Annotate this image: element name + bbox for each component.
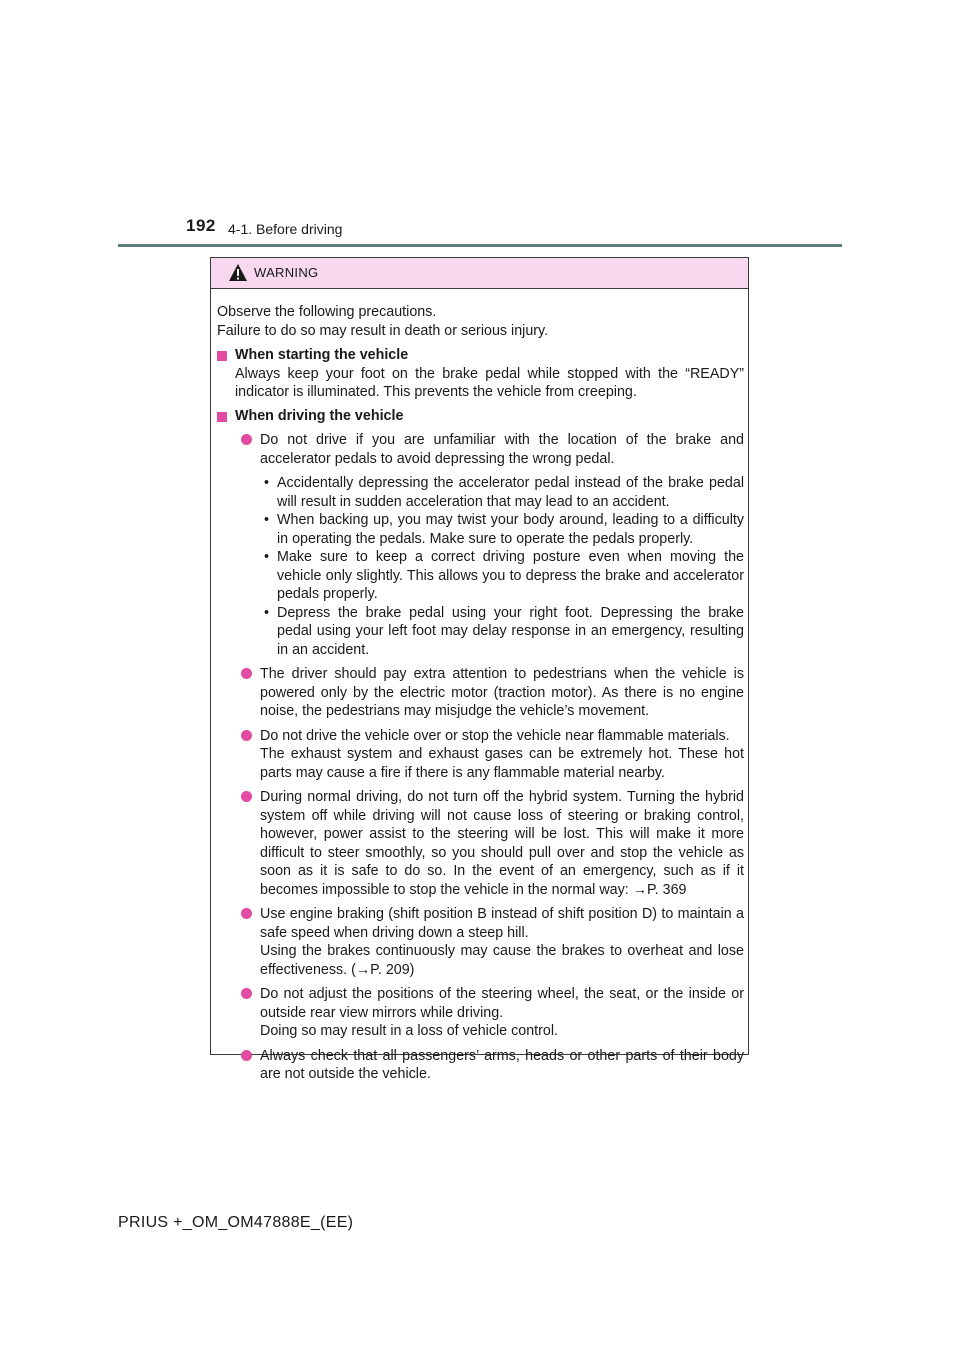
bullet-dot-icon: • xyxy=(264,512,270,528)
warning-triangle-icon xyxy=(228,263,248,282)
warning-section xyxy=(217,407,744,1084)
sub-list xyxy=(260,474,744,659)
square-bullet-icon xyxy=(217,351,227,361)
item-text: The exhaust system and exhaust gases can be extremely hot. These hot parts may cause a fire if there is any flammable material nearby. xyxy=(260,746,744,781)
sub-item-text: Make sure to keep a correct driving posture even when moving the vehicle only slightly. This allows you to depress the brake and accelerator pedals properly. xyxy=(277,549,744,602)
item-text: During normal driving, do not turn off the hybrid system. Turning the hybrid system off while driving will not cause loss of steering or braking control, however, power assist to the steering will be lost. This will make it more difficult to steer smoothly, so you should pull over and stop the vehicle as soon as it is safe to do so. In the event of an emergency, such as if it becomes impossible to stop the vehicle in the normal way: →P. 369 xyxy=(260,789,744,898)
warning-item xyxy=(235,985,744,1041)
document-id: PRIUS +_OM_OM47888E_(EE) xyxy=(118,1214,354,1231)
warning-body xyxy=(217,303,744,1084)
round-bullet-icon xyxy=(241,988,252,999)
intro-line: Observe the following precautions. xyxy=(217,304,437,320)
sub-item-text: Accidentally depressing the accelerator pedal instead of the brake pedal will result in sudden acceleration that may lead to an accident. xyxy=(277,475,744,510)
warning-sections xyxy=(217,346,744,1084)
item-text: Do not drive if you are unfamiliar with the location of the brake and accelerator pedals to avoid depressing the wrong pedal. xyxy=(260,432,744,467)
page-header xyxy=(186,216,846,244)
warning-box xyxy=(210,257,749,1082)
square-bullet-icon xyxy=(217,412,227,422)
section-text: Always keep your foot on the brake pedal while stopped with the “READY” indicator is illuminated. This prevents the vehicle from creeping. xyxy=(235,365,744,400)
round-bullet-icon xyxy=(241,730,252,741)
sub-item xyxy=(264,604,744,660)
sub-item-text: Depress the brake pedal using your right foot. Depressing the brake pedal using your left foot may delay response in an emergency, resulting in an accident. xyxy=(277,604,744,658)
sub-item xyxy=(264,474,744,511)
round-bullet-icon xyxy=(241,434,252,445)
item-text: Doing so may result in a loss of vehicle control. xyxy=(260,1023,558,1039)
warning-item xyxy=(235,1047,744,1084)
bullet-dot-icon: • xyxy=(264,475,270,491)
round-bullet-icon xyxy=(241,791,252,802)
warning-item xyxy=(235,431,744,659)
section-heading: When starting the vehicle xyxy=(235,347,409,363)
warning-item xyxy=(235,905,744,979)
warning-item xyxy=(235,788,744,899)
sub-item-text: When backing up, you may twist your body around, leading to a difficulty in operating the pedals. Make sure to operate the pedals properly. xyxy=(277,512,744,547)
section-title: 4-1. Before driving xyxy=(228,221,343,237)
section-heading: When driving the vehicle xyxy=(235,407,404,424)
bullet-dot-icon: • xyxy=(264,604,270,621)
bullet-dot-icon: • xyxy=(264,549,270,565)
warning-item xyxy=(235,727,744,783)
round-bullet-icon xyxy=(241,908,252,919)
warning-section xyxy=(217,346,744,402)
item-text: Do not drive the vehicle over or stop the vehicle near flammable materials. xyxy=(260,727,730,744)
warning-item xyxy=(235,665,744,721)
page-number: 192 xyxy=(186,216,216,235)
round-bullet-icon xyxy=(241,668,252,679)
item-text: The driver should pay extra attention to pedestrians when the vehicle is powered only by the electric motor (traction motor). As there is no engine noise, the pedestrians may misjudge the vehicle’s movement. xyxy=(260,666,744,719)
warning-intro xyxy=(217,303,744,340)
warning-header xyxy=(211,258,748,289)
item-text: Using the brakes continuously may cause the brakes to overheat and lose effectiveness. (→P. 209) xyxy=(260,943,744,978)
round-bullet-icon xyxy=(241,1050,252,1061)
warning-label: WARNING xyxy=(254,265,319,280)
intro-line: Failure to do so may result in death or serious injury. xyxy=(217,322,549,339)
item-text: Do not adjust the positions of the steering wheel, the seat, or the inside or outside rear view mirrors while driving. xyxy=(260,986,744,1021)
sub-item xyxy=(264,511,744,548)
header-rule xyxy=(118,244,842,247)
item-text: Always check that all passengers’ arms, heads or other parts of their body are not outside the vehicle. xyxy=(260,1047,744,1082)
item-text: Use engine braking (shift position B instead of shift position D) to maintain a safe speed when driving down a steep hill. xyxy=(260,906,744,941)
sub-item xyxy=(264,548,744,604)
